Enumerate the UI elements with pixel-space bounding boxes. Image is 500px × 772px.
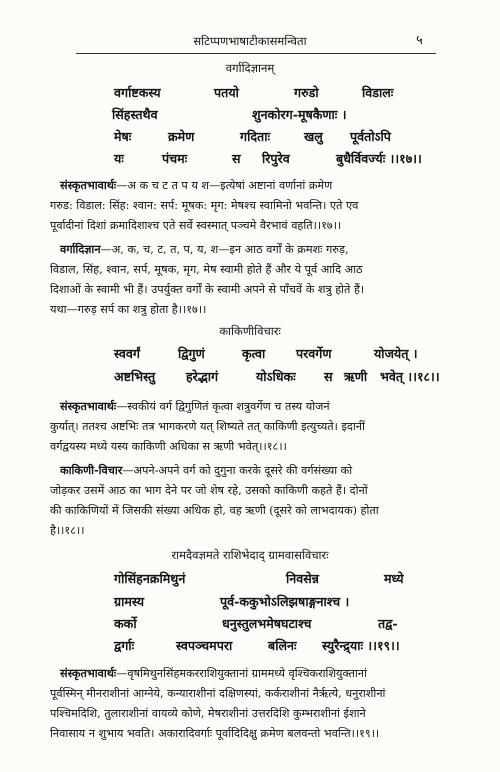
verse-word: सिंहस्तथैव [112,107,158,122]
verse-word: कृत्वा [242,346,266,361]
verse-word: स्युरैन्द्र्याः ।।१९।। [322,638,400,653]
verse-word: बलिनः [268,638,297,653]
verse-word: रिपुरेव [262,151,290,166]
commentary-text: की काकिणियों में जिसकी संख्या अधिक हो, वह ऋणी (दूसरे को लाभदायक) होता [50,504,379,517]
commentary-label: संस्कृतभावार्थः [60,666,117,680]
commentary-text: विडाल, सिंह, श्वान, सर्प, मूषक, मृग, मेष स्वामी होते हैं और ये पूर्व आदि आठ [50,263,363,276]
verse-word: ऋणी [344,369,368,384]
verse-word: यः [114,151,124,166]
commentary-text: गरुड: विडाल: सिंह: श्वान: सर्प: मूषक: मृग: मेषश्च स्वामिनो भवन्ति। एते एव [50,199,359,212]
verse-word: धनुस्तुलभमेषघटाश्च [222,616,312,631]
commentary-text: यथा—गरुड़ सर्प का शत्रु होता है।।१७।। [50,303,207,316]
commentary-text: निवासाय न शुभाय भवति। अकारादिवर्गाः पूर्वादिदिक्षु क्रमेण बलवन्तो भवन्ति।।१९।। [50,727,380,740]
verse-word: योऽधिकः [256,369,296,384]
verse-word: गरुडो [294,85,319,100]
verse-word: मध्ये [384,571,404,586]
verse-word: पतयो [214,85,239,100]
verse-word: हरेद्भागं [186,369,219,384]
commentary-text: पश्चिमदिशि, तुलाराशीनां वायव्ये कोणे, मेषराशीनां उत्तरदिशि कुम्भराशीनां ईशाने [50,707,366,720]
verse-word: शुनकोरग-मूषकैणाः । [252,107,347,122]
verse-word: निवसेन्न [286,571,319,586]
page-number: ५ [416,33,423,48]
verse-word: योजयेत् । [374,346,418,361]
verse-word: गदिताः [240,129,271,144]
verse-word: कर्को [114,616,137,631]
commentary-text: —अ क च ट त प य श—इत्येषां अष्टानां वर्णानां क्रमेण [116,179,333,192]
commentary-text: पूर्वस्मिन् मीनराशीनां आग्नेये, कन्याराशीनां दक्षिणस्यां, कर्कराशीनां नैर्ऋत्ये, धनुराशीनां [50,687,386,700]
verse-word: पंचमः [162,151,188,166]
verse-word: तद्व- [378,616,398,631]
verse-word: स्वपञ्चमपरा [176,638,233,653]
verse-word: अष्टभिस्तु [114,369,156,384]
verse-word: स [324,369,333,384]
commentary-text: पूर्वादीनां दिशां क्रमादिशाश्च एते सर्वे स्वस्मात् पञ्चमे वैरभावं वहति।।१७।। [50,219,342,232]
commentary-text: कुर्यात्। ततश्च अष्टभिः तत्र भागकरणे यत् शिष्यते तत् काकिणी इत्युच्यते। इदानीं [50,420,365,433]
sanskrit-commentary-18 [50,396,450,457]
commentary-label: संस्कृतभावार्थः [60,178,117,192]
section-heading-gramavasa: रामदैवज्ञमते राशिभेदाद् ग्रामवासविचारः [171,548,329,562]
verse-word: परवर्गेण [296,346,332,361]
commentary-text: —अपने-अपने वर्ग को दुगुना करके दूसरे की वर्गसंख्या को [122,464,353,477]
verse-word: बुधैर्विवर्ज्यः ।।१७।। [336,151,422,166]
commentary-text: —अ, क, च, ट, त, प, य, श—इन आठ वर्गों के क्रमशः गरुड़, [100,243,349,256]
verse-word: गोसिंहनक्रमिथुनं [114,571,186,586]
header-rule [76,53,436,54]
verse-word: द्वर्गाः [114,638,135,653]
sanskrit-commentary-17 [50,175,450,236]
sanskrit-commentary-19 [50,663,450,744]
verse-word: पूर्व-ककुभोऽलिझषाङ्गनाश्च । [220,594,350,609]
hindi-commentary-18 [50,460,450,541]
commentary-text: वर्गद्वयस्य मध्ये यस्य काकिणी अधिका स ऋणी भवेत्।।१८।। [50,440,287,453]
verse-word: भवेत् ।।१८।। [380,369,440,384]
commentary-label: काकिणी-विचार [60,463,123,477]
commentary-text: है।।१८।। [50,524,85,537]
verse-word: पूर्वतोऽपि [350,129,391,144]
commentary-text: —स्वकीयं वर्ग द्विगुणितं कृत्वा शत्रुवर्गेण च तस्य योजनं [116,400,330,413]
commentary-text: दिशाओं के स्वामी भी हैं। उपर्युक्त वर्गों के स्वामी अपने से पाँचवें के शत्रु होते हैं। [50,283,365,296]
section-heading-vargadi: वर्गादिज्ञानम् [225,61,275,75]
hindi-commentary-17 [50,239,450,320]
verse-word: ग्रामस्य [114,594,145,609]
verse-word: खलु [304,129,323,144]
verse-word: वर्गाष्टकस्य [114,85,161,100]
verse-word: स [232,151,241,166]
commentary-text: —वृषमिथुनसिंहमकरराशियुक्तानां ग्राममध्ये वृश्चिकराशियुक्तानां [116,667,367,680]
verse-word: विडालः [362,85,394,100]
commentary-text: जोड़कर उसमें आठ का भाग देने पर जो शेष रहे, उसको काकिणी कहते हैं। दोनों [50,484,368,497]
verse-word: स्ववर्गं [114,346,140,361]
commentary-label: वर्गादिज्ञान [60,242,101,256]
verse-word: द्विगुणं [178,346,205,361]
verse-word: क्रमेण [168,129,195,144]
verse-word: मेषः [114,129,132,144]
running-head: सटिप्पणभाषाटीकासमन्विता [193,34,307,48]
section-heading-kakini: काकिणीविचारः [219,324,281,338]
commentary-label: संस्कृतभावार्थः [60,399,117,413]
